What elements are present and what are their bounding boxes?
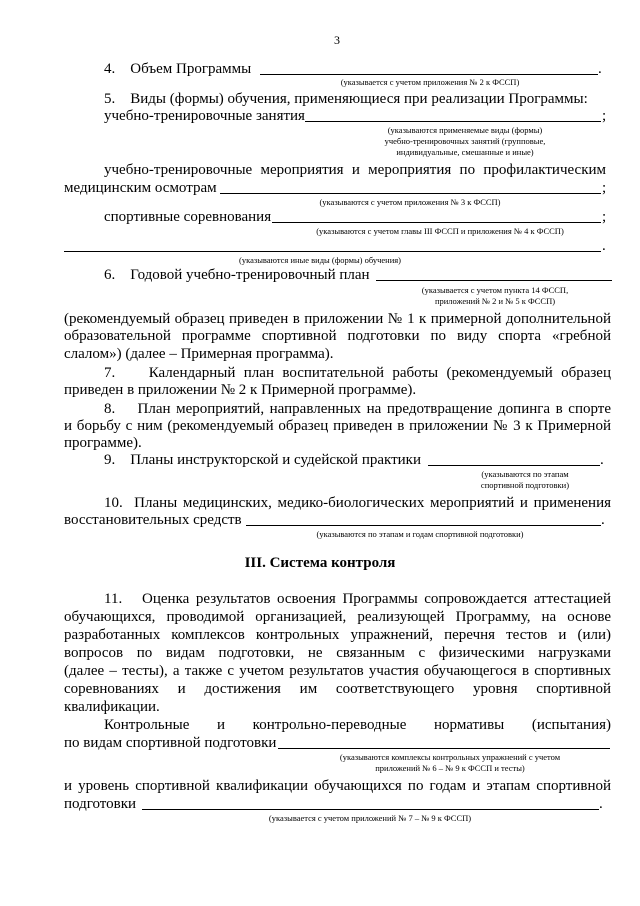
item-4-text: 4. Объем Программы	[104, 61, 252, 77]
page-number: 3	[334, 33, 340, 47]
item-11-line-2: обучающихся, проводимой организацией, реализующей Программу, на основе	[64, 609, 611, 625]
item-10-fill-line	[246, 525, 601, 526]
item-9-end: .	[600, 452, 604, 468]
item-4-fill-line	[260, 74, 598, 75]
item-11-line-5: (далее – тесты), а также с учетом результатов участия обучающегося в спортивных	[64, 663, 611, 679]
item-7-line-2: приведен в приложении № 2 к Примерной программе).	[64, 382, 417, 398]
item-6-note-2: приложений № 2 и № 5 к ФССП)	[434, 296, 556, 306]
item-11-line-6: соревнованиях и достижения им соответствующего уровня спортивной	[64, 681, 611, 697]
item-11-line-3: разработанных комплексов контрольных упражнений, перечня тестов и (или)	[64, 627, 611, 643]
training-note-2: учебно-тренировочных занятий (групповые,	[384, 136, 546, 146]
item-6-line-1: (рекомендуемый образец приведен в приложении № 1 к примерной дополнительной	[64, 311, 611, 327]
events-note: (указываются с учетом приложения № 3 к ФССП)	[319, 197, 501, 207]
control-line-1: Контрольные и контрольно-переводные нормативы (испытания)	[104, 717, 611, 733]
item-6-line-2: образовательной программе спортивной подготовки по виду спорта «гребной	[64, 328, 611, 344]
item-8-line-3: программе).	[64, 435, 142, 451]
training-label: учебно-тренировочные занятия	[104, 108, 305, 124]
item-11-line-4: вопросов по видам подготовки, не связанным с физическими нагрузками	[64, 645, 611, 661]
item-11-line-7: квалификации.	[64, 699, 160, 715]
item-9-fill-line	[428, 465, 600, 466]
level-fill-line	[142, 809, 599, 810]
training-note-3: индивидуальные, смешанные и иные)	[396, 147, 534, 157]
control-note-2: приложений № 6 – № 9 к ФССП и тесты)	[375, 763, 525, 773]
level-line-2: подготовки	[64, 796, 137, 812]
item-6-text: 6. Годовой учебно-тренировочный план	[104, 267, 370, 283]
item-4-note: (указывается с учетом приложения № 2 к ФССП)	[340, 77, 520, 87]
training-end: ;	[602, 108, 607, 124]
competitions-label: спортивные соревнования	[104, 209, 272, 225]
control-fill-line	[278, 748, 610, 749]
competitions-note: (указываются с учетом главы III ФССП и приложения № 4 к ФССП)	[316, 226, 564, 236]
item-10-note: (указываются по этапам и годам спортивной подготовки)	[316, 529, 524, 539]
competitions-end: ;	[602, 209, 607, 225]
training-note-1: (указываются применяемые виды (формы)	[387, 125, 543, 135]
item-7-line-1: 7. Календарный план воспитательной работы (рекомендуемый образец	[104, 365, 611, 381]
events-fill-line	[220, 193, 601, 194]
item-6-fill-line	[376, 280, 612, 281]
control-line-2: по видам спортивной подготовки	[64, 735, 277, 751]
events-line-1: учебно-тренировочные мероприятия и мероприятия по профилактическим	[104, 162, 606, 178]
item-9-note-2: спортивной подготовки)	[480, 480, 570, 490]
item-9-text: 9. Планы инструкторской и судейской практики	[104, 452, 421, 468]
level-note: (указывается с учетом приложений № 7 – № 9 к ФССП)	[268, 813, 472, 823]
item-8-line-1: 8. План мероприятий, направленных на предотвращение допинга в спорте	[104, 401, 611, 417]
item-11-line-1: 11. Оценка результатов освоения Программы сопровождается аттестацией	[104, 591, 611, 607]
control-note-1: (указываются комплексы контрольных упражнений с учетом	[339, 752, 561, 762]
other-forms-end: .	[602, 238, 606, 254]
competitions-fill-line	[272, 222, 601, 223]
item-8-line-2: и борьбу с ним (рекомендуемый образец приведен в приложении № 3 к Примерной	[64, 418, 611, 434]
section-heading: III. Система контроля	[244, 555, 396, 571]
item-4-end: .	[598, 61, 602, 77]
item-5-title: 5. Виды (формы) обучения, применяющиеся при реализации Программы:	[104, 91, 588, 107]
other-forms-note: (указываются иные виды (формы) обучения)	[238, 255, 402, 265]
item-10-line-2: восстановительных средств	[64, 512, 242, 528]
item-6-line-3: слалом») (далее – Примерная программа).	[64, 346, 334, 362]
events-end: ;	[602, 180, 607, 196]
other-forms-fill-line	[64, 251, 601, 252]
item-6-note-1: (указывается с учетом пункта 14 ФССП,	[421, 285, 569, 295]
level-end: .	[599, 796, 603, 812]
item-9-note-1: (указываются по этапам	[481, 469, 569, 479]
item-10-line-1: 10. Планы медицинских, медико-биологических мероприятий и применения	[104, 495, 611, 511]
training-fill-line	[305, 121, 601, 122]
item-10-end: .	[601, 512, 605, 528]
events-line-2: медицинским осмотрам	[64, 180, 217, 196]
level-line-1: и уровень спортивной квалификации обучающихся по годам и этапам спортивной	[64, 778, 611, 794]
